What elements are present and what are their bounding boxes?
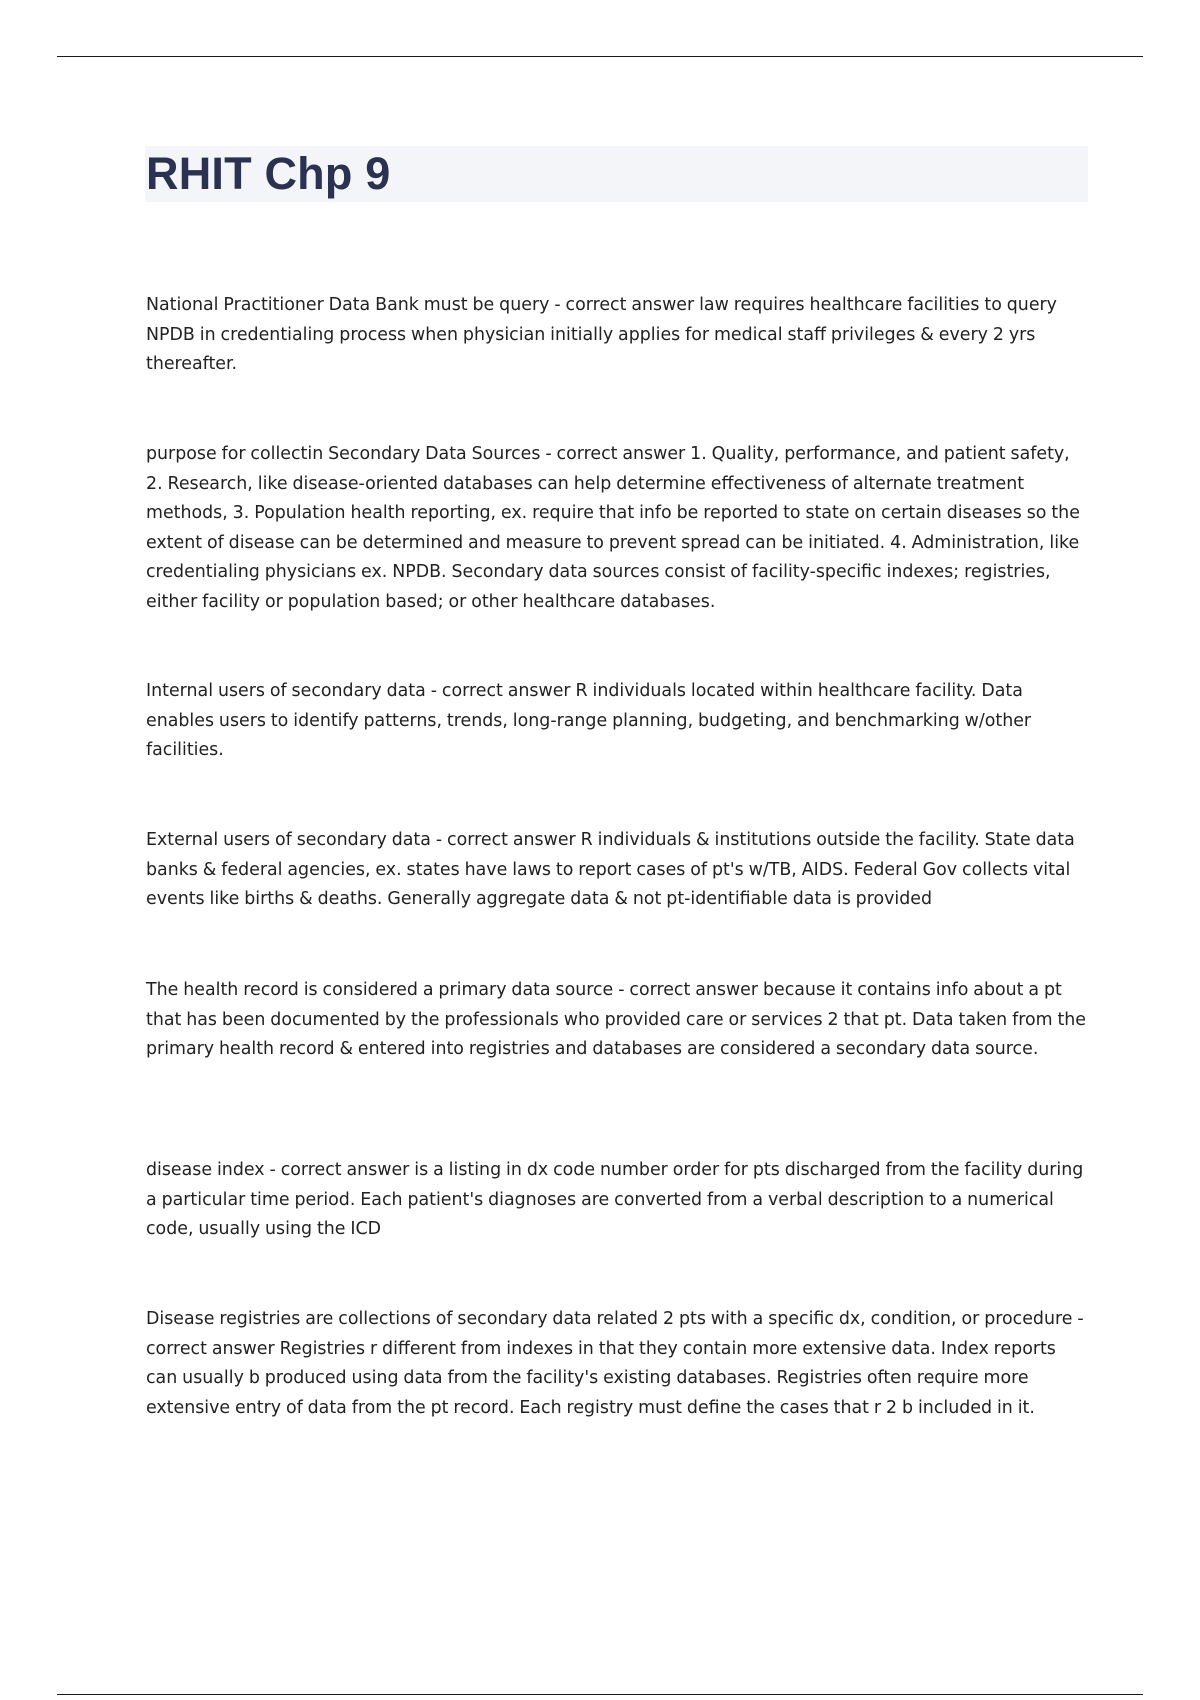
header-rule xyxy=(57,56,1143,57)
qa-answer: 1. Quality, performance, and patient safety, 2. Research, like disease-oriented databases can help determine effectiveness of alternate treatment methods, 3. Population health reporting, ex. require that info be reported to state on certain diseases so the extent of disease can be determined and measure to prevent spread can be initiated. 4. Administration, like credentialing physicians ex. NPDB. Secondary data sources consist of facility-specific indexes; registries, either facility or population based; or other healthcare databases. xyxy=(146,444,1080,612)
qa-term: disease index xyxy=(146,1160,265,1180)
qa-separator: - correct answer xyxy=(264,1160,415,1180)
qa-term: External users of secondary data xyxy=(146,830,431,850)
qa-term: The health record is considered a primary data source xyxy=(146,980,614,1000)
page-title: RHIT Chp 9 xyxy=(146,148,391,199)
qa-entry xyxy=(146,1156,1091,1245)
qa-entry xyxy=(146,677,1091,766)
qa-separator: - correct answer xyxy=(613,980,763,1000)
qa-entry xyxy=(146,976,1091,1065)
qa-answer: R individuals & institutions outside the facility. State data banks & federal agencies, ex. states have laws to report cases of pt's w/TB, AIDS. Federal Gov collects vital events like births & deaths. Generally aggregate data & not pt-identifiable data is provided xyxy=(146,830,1075,909)
qa-term: purpose for collectin Secondary Data Sources xyxy=(146,444,541,464)
qa-separator: - correct answer xyxy=(430,830,581,850)
qa-separator: - correct answer xyxy=(549,295,700,315)
qa-separator: - correct answer xyxy=(540,444,691,464)
qa-separator: - correct answer xyxy=(425,681,576,701)
qa-entry xyxy=(146,440,1091,617)
qa-entry xyxy=(146,1305,1091,1423)
qa-entry xyxy=(146,291,1091,380)
qa-separator: - correct answer xyxy=(146,1309,1084,1359)
footer-rule xyxy=(57,1694,1143,1695)
qa-answer: Registries r different from indexes in that they contain more extensive data. Index reports can usually b produced using data from the facility's existing databases. Registries often require more extensive entry of data from the pt record. Each registry must define the cases that r 2 b included in it. xyxy=(146,1338,1056,1418)
qa-answer: because it contains info about a pt that has been documented by the professionals who provided care or services 2 that pt. Data taken from the primary health record & entered into registries and databases are considered a secondary data source. xyxy=(146,980,1087,1059)
qa-answer: law requires healthcare facilities to query NPDB in credentialing process when physician initially applies for medical staff privileges & every 2 yrs thereafter. xyxy=(146,295,1057,374)
qa-answer: is a listing in dx code number order for pts discharged from the facility during a particular time period. Each patient's diagnoses are converted from a verbal description to a numerical code, usually using the ICD xyxy=(146,1160,1084,1239)
qa-entry xyxy=(146,826,1091,915)
qa-answer: R individuals located within healthcare facility. Data enables users to identify patterns, trends, long-range planning, budgeting, and benchmarking w/other facilities. xyxy=(146,681,1032,760)
qa-term: Disease registries are collections of secondary data related 2 pts with a specific dx, condition, or procedure xyxy=(146,1309,1073,1329)
qa-term: National Practitioner Data Bank must be query xyxy=(146,295,550,315)
qa-term: Internal users of secondary data xyxy=(146,681,426,701)
